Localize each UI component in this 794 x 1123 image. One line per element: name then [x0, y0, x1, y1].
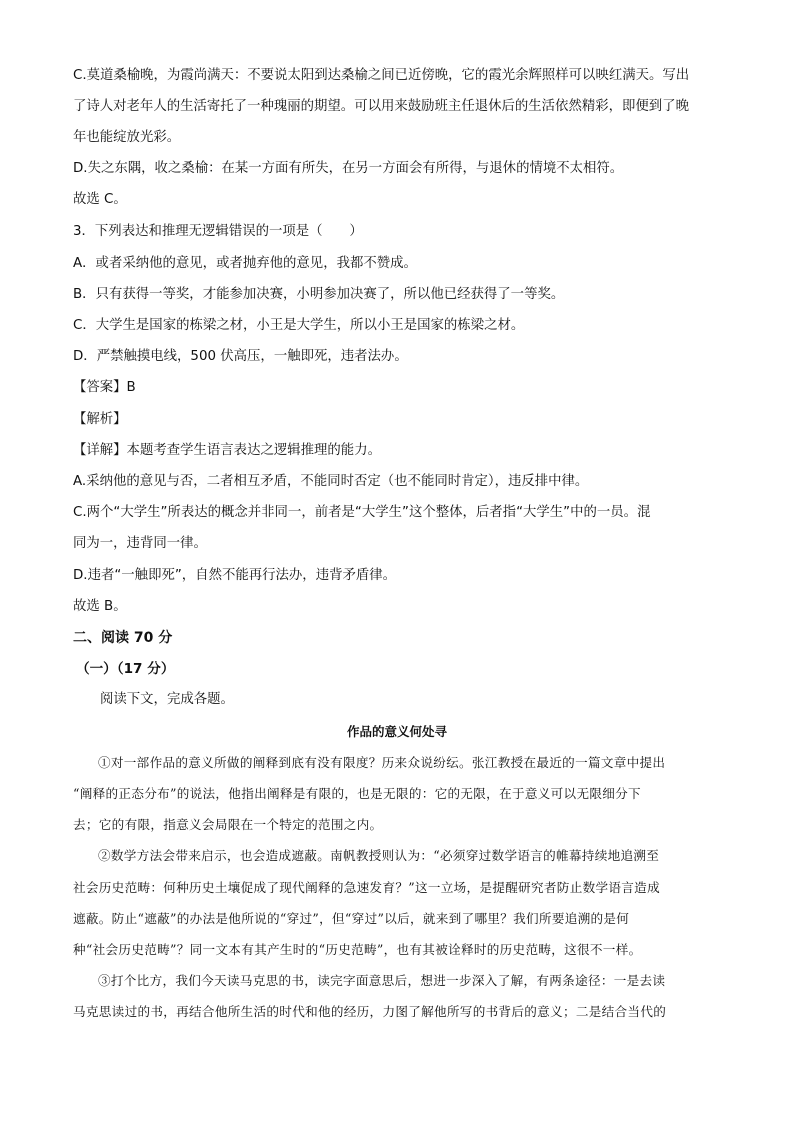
analysis-heading: 【解析】 — [73, 412, 127, 427]
text-line: D.违者“一触即死”，自然不能再行法办，违背矛盾律。 — [73, 568, 397, 583]
paragraph-line: 种“社会历史范畴”？同一文本有其产生时的“历史范畴”，也有其被诠释时的历史范畴，这很不一样。 — [73, 942, 642, 957]
paragraph-line: 遮蔽。防止“遮蔽”的办法是他所说的“穿过”，但“穿过”以后，就来到了哪里？我们所要追溯的是何 — [73, 911, 630, 926]
text-line: 故选 C。 — [73, 192, 127, 207]
option-a: A．或者采纳他的意见，或者抛弃他的意见，我都不赞成。 — [73, 256, 417, 271]
option-b: B．只有获得一等奖，才能参加决赛，小明参加决赛了，所以他已经获得了一等奖。 — [73, 287, 565, 302]
text-line: C.莫道桑榆晚，为霞尚满天：不要说太阳到达桑榆之间已近傍晚，它的霞光余辉照样可以映红满天。写出 — [73, 68, 690, 83]
text-line: 年也能绽放光彩。 — [73, 130, 181, 145]
paragraph-line: ②数学方法会带来启示，也会造成遮蔽。南帆教授则认为：“必须穿过数学语言的帷幕持续地追溯至 — [98, 848, 660, 863]
paragraph-line: 去；它的有限，指意义会局限在一个特定的范围之内。 — [73, 817, 383, 832]
paragraph-line: ①对一部作品的意义所做的阐释到底有没有限度？历来众说纷纭。张江教授在最近的一篇文章中提出 — [98, 755, 666, 770]
text-line: D.失之东隅，收之桑榆：在某一方面有所失，在另一方面会有所得，与退休的情境不太相符。 — [73, 161, 624, 176]
question-stem: 3．下列表达和推理无逻辑错误的一项是（ ） — [73, 224, 363, 239]
article-title: 作品的意义何处寻 — [346, 724, 447, 739]
instruction: 阅读下文，完成各题。 — [100, 692, 234, 707]
paragraph-line: 马克思读过的书，再结合他所生活的时代和他的经历，力图了解他所写的书背后的意义；二是结合当代的 — [73, 1004, 667, 1019]
section-heading: 二、阅读 70 分 — [73, 630, 173, 646]
subsection-heading: （一）（17 分） — [76, 661, 175, 677]
paragraph-line: 社会历史范畴：何种历史土壤促成了现代阐释的急速发育？”这一立场，是提醒研究者防止数学语言造成 — [73, 880, 660, 895]
option-d: D．严禁触摸电线，500 伏高压，一触即死，违者法办。 — [73, 349, 408, 364]
text-line: A.采纳他的意见与否，二者相互矛盾，不能同时否定（也不能同时肯定），违反排中律。 — [73, 474, 589, 489]
text-line: 故选 B。 — [73, 599, 127, 614]
text-line: 【详解】本题考查学生语言表达之逻辑推理的能力。 — [73, 443, 381, 458]
option-c: C．大学生是国家的栋梁之材，小王是大学生，所以小王是国家的栋梁之材。 — [73, 318, 525, 333]
text-line: 了诗人对老年人的生活寄托了一种瑰丽的期望。可以用来鼓励班主任退休后的生活依然精彩，即便到了晚 — [73, 99, 689, 114]
paragraph-line: “阐释的正态分布”的说法，他指出阐释是有限的，也是无限的：它的无限，在于意义可以无限细分下 — [73, 786, 641, 801]
text-line: C.两个“大学生”所表达的概念并非同一，前者是“大学生”这个整体，后者指“大学生”中的一员。混 — [73, 505, 651, 520]
paragraph-line: ③打个比方，我们今天读马克思的书，读完字面意思后，想进一步深入了解，有两条途径：一是去读 — [98, 973, 666, 988]
text-line: 同为一，违背同一律。 — [73, 536, 207, 551]
answer-line: 【答案】B — [73, 380, 136, 395]
